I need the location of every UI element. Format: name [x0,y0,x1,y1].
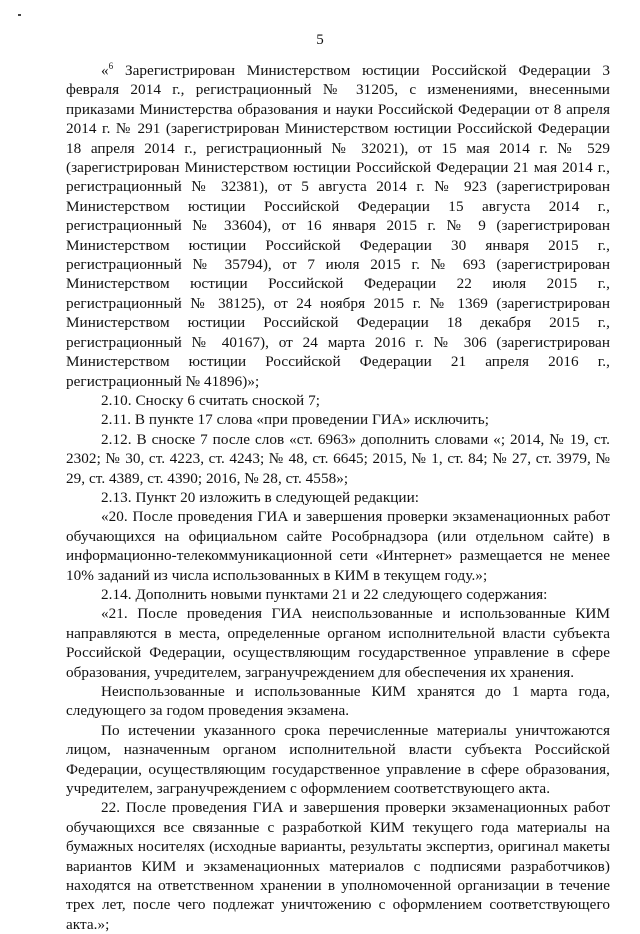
paragraph-item-21-destruction: По истечении указанного срока перечисленные материалы уничтожаются лицом, назначенным органом исполнительной власти субъекта Российской Федерации, осуществляющим государственное управление в сфере образования, учредителем, загранучреждением с оформлением соответствующего акта. [66,721,610,798]
paragraph-2-10: 2.10. Сноску 6 считать сноской 7; [101,391,320,409]
paragraph-2-13: 2.13. Пункт 20 изложить в следующей редакции: [101,488,420,506]
paragraph-item-22: 22. После проведения ГИА и завершения проверки экзаменационных работ обучающихся все связанные с разработкой КИМ текущего года материалы на бумажных носителях (исходные варианты, результаты экспертиз, оригинал макеты вариантов КИМ и экзаменационных материалов с подписями разработчиков) находятся на ответственном хранении в уполномоченной организации в течение трех лет, после чего подлежат уничтожению с оформлением соответствующего акта.»; [66,799,610,933]
paragraph-2-12: 2.12. В сноске 7 после слов «ст. 6963» дополнить словами «; 2014, № 19, ст. 2302; № 30, ст. 4223, ст. 4243; № 48, ст. 6645; 2015, № 1, ст. 84; № 27, ст. 3979, № 29, ст. 4389, ст. 4390; 2016, № 28, ст. 4558»; [66,430,610,487]
page-number: 5 [316,32,324,48]
paragraph-2-11: 2.11. В пункте 17 слова «при проведении ГИА» исключить; [101,411,489,429]
paragraph-item-20: «20. После проведения ГИА и завершения проверки экзаменационных работ обучающихся на официальном сайте Рособрнадзора (или отдельном сайте) в информационно-телекоммуникационной сети «Интернет» размещается не менее 10% заданий из числа использованных в КИМ в текущем году.»; [66,508,610,584]
scan-artifact-dot [18,14,21,16]
paragraph-footnote-6 [66,61,610,391]
paragraph-item-21-storage: Неиспользованные и использованные КИМ хранятся до 1 марта года, следующего за годом проведения экзамена. [66,683,610,720]
document-body [66,61,610,934]
footnote-mark: 6 [108,60,114,71]
paragraph-item-21: «21. После проведения ГИА неиспользованные и использованные КИМ направляются в места, определенные органом исполнительной власти субъекта Российской Федерации, осуществляющим государственное управление в сфере образования, учредителем, загранучреждением для обеспечения их хранения. [66,605,610,681]
paragraph-2-14: 2.14. Дополнить новыми пунктами 21 и 22 следующего содержания: [101,585,548,603]
footnote-open-quote: « [101,62,109,79]
paragraph-text: Зарегистрирован Министерством юстиции Российской Федерации 3 февраля 2014 г., регистрационный № 31205, с изменениями, внесенными приказами Министерства образования и науки Российской Федерации от 8 апреля 2014 г. № 291 (зарегистрирован Министерством юстиции Российской Федерации 18 апреля 2014 г., регистрационный № 32021), от 15 мая 2014 г. № 529 (зарегистрирован Министерством юстиции Российской Федерации 21 мая 2014 г., регистрационный № 32381), от 5 августа 2014 г. № 923 (зарегистрирован Министерством юстиции Российской Федерации 15 августа 2014 г., регистрационный № 33604), от 16 января 2015 г. № 9 (зарегистрирован Министерством юстиции Российской Федерации 30 января 2015 г., регистрационный № 35794), от 7 июля 2015 г. № 693 (зарегистрирован Министерством юстиции Российской Федерации 22 июля 2015 г., регистрационный № 38125), от 24 ноября 2015 г. № 1369 (зарегистрирован Министерством юстиции Российской Федерации 18 декабря 2015 г., регистрационный № 40167), от 24 марта 2016 г. № 306 (зарегистрирован Министерством юстиции Российской Федерации 21 апреля 2016 г., регистрационный № 41896)»; [66,62,610,390]
